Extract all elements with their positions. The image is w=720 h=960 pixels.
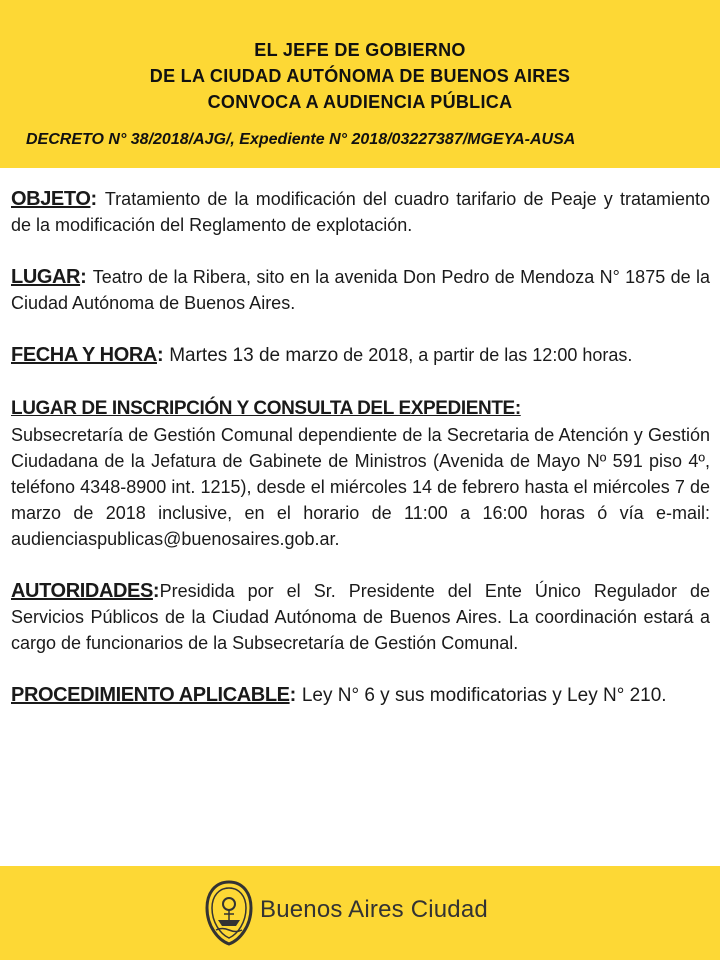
section-fecha-hora: FECHA Y HORA: Martes 13 de marzo de 2018, a partir de las 12:00 horas. (11, 344, 633, 366)
inscripcion-label: LUGAR DE INSCRIPCIÓN Y CONSULTA DEL EXPEDIENTE: (11, 398, 521, 419)
autoridades-label: AUTORIDADES (11, 580, 153, 602)
lugar-text: Teatro de la Ribera, sito en la avenida Don Pedro de Mendoza N° 1875 de la Ciudad Autónoma de Buenos Aires. (11, 267, 711, 313)
title-line-3: CONVOCA A AUDIENCIA PÚBLICA (207, 92, 513, 112)
procedimiento-label: PROCEDIMIENTO APLICABLE (11, 684, 290, 706)
fecha-time: de 2018, a partir de las 12:00 horas. (343, 345, 633, 365)
section-objeto: OBJETO: Tratamiento de la modificación del cuadro tarifario de Peaje y tratamiento de la modificación del Reglamento de explotación. (11, 188, 711, 235)
objeto-label: OBJETO (11, 188, 91, 210)
section-procedimiento: PROCEDIMIENTO APLICABLE: Ley N° 6 y sus modificatorias y Ley N° 210. (11, 684, 667, 706)
objeto-text: Tratamiento de la modificación del cuadro tarifario de Peaje y tratamiento de la modificación del Reglamento de explotación. (11, 189, 711, 235)
fecha-label: FECHA Y HORA (11, 344, 157, 366)
title-line-1: EL JEFE DE GOBIERNO (254, 40, 466, 60)
section-autoridades: AUTORIDADES:Presidida por el Sr. Presidente del Ente Único Regulador de Servicios Públicos de la Ciudad Autónoma de Buenos Aires. La coordinación estará a cargo de funcionarios de la Subsecretaría de Gestión Comunal. (11, 580, 710, 653)
section-lugar: LUGAR: Teatro de la Ribera, sito en la avenida Don Pedro de Mendoza N° 1875 de la Ciudad Autónoma de Buenos Aires. (11, 266, 711, 313)
procedimiento-text: Ley N° 6 y sus modificatorias y Ley N° 210. (301, 685, 667, 706)
section-inscripcion (11, 395, 710, 552)
lugar-label: LUGAR (11, 266, 81, 288)
convocation-body (11, 186, 710, 735)
fecha-date: Martes 13 de marzo (169, 345, 339, 366)
footer-brand-name: Buenos Aires Ciudad (260, 896, 488, 923)
header-banner (0, 0, 720, 168)
inscripcion-text: Subsecretaría de Gestión Comunal dependiente de la Secretaria de Atención y Gestión Ciudadana de la Jefatura de Gabinete de Ministros (Avenida de Mayo Nº 591 piso 4º, teléfono 4348-8900 int. 1215), desde el miércoles 14 de febrero hasta el miércoles 7 de marzo de 2018 inclusive, en el horario de 11:00 a 16:00 horas ó vía e-mail: audienciaspublicas@buenosaires.gob.ar. (11, 425, 710, 549)
decree-reference: DECRETO N° 38/2018/AJG/, Expediente N° 2018/03227387/MGEYA-AUSA (26, 131, 576, 148)
city-coat-of-arms-icon (204, 880, 254, 946)
title-line-2: DE LA CIUDAD AUTÓNOMA DE BUENOS AIRES (149, 66, 571, 86)
autoridades-text: Presidida por el Sr. Presidente del Ente Único Regulador de Servicios Públicos de la Ciudad Autónoma de Buenos Aires. La coordinación estará a cargo de funcionarios de la Subsecretaría de Gestión Comunal. (11, 581, 710, 653)
